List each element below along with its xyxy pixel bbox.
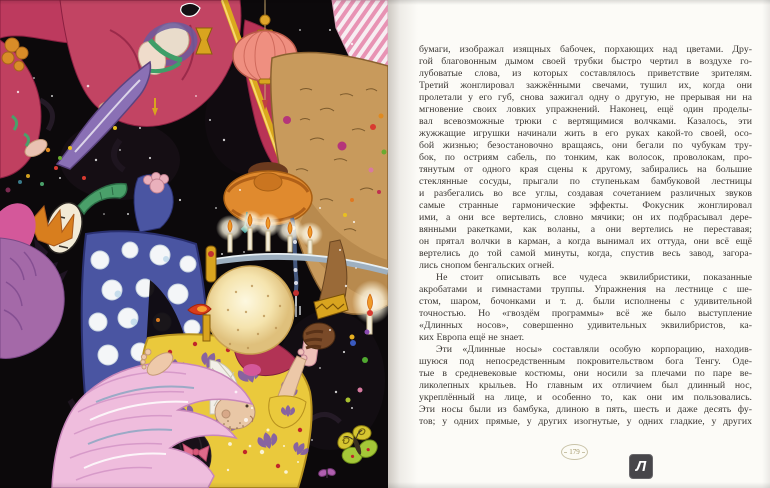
text-line: Не стоит описывать все чудеса эквилибристики, показанные — [436, 272, 752, 283]
page-number-value: 179 — [569, 448, 580, 456]
page-number — [561, 444, 588, 460]
text-line: жужжащие игрушки начинали жить в его руках какой-то своей, осо- — [419, 128, 752, 139]
text-column — [419, 44, 752, 428]
text-line: тые в средневековые костюмы, они носили за плечами по паре ве- — [419, 368, 752, 379]
text-line: шуюся под непосредственным покровительством бога Тенгу. Оде- — [419, 356, 752, 367]
text-line: тов; у одних прямые, у других изогнутые, у одних гладкие, у других — [419, 416, 752, 427]
text-line: гой благовонным дымом своей трубки быстро чертил в воздухе го- — [419, 56, 752, 67]
text-line: лись снопом бенгальских огней. — [419, 260, 555, 271]
text-line: Эти носы были из бамбука, длиною в пять, шесть и даже десять фу- — [419, 404, 752, 415]
text-line: вал всевозможные трюки с вертящимися волчками. Казалось, эти — [419, 116, 752, 127]
labirint-watermark-logo — [629, 454, 653, 479]
text-line: он прятал волчки в карман, а когда вынимал их оттуда, они всё ещё — [419, 236, 752, 247]
text-line: и разбегались во все углы, создавая сочетанием различных звуков — [419, 188, 752, 199]
text-line: «Длинных носов», совершенно удивительных эквилибристов, ка- — [419, 320, 752, 331]
labirint-letter: Л — [635, 458, 647, 475]
text-line: стеклянные сосуды, прыгали по ступенькам бамбуковой лестницы — [419, 176, 752, 187]
text-line: вертелись до той самой минуты, когда, спустив весь завод, загора- — [419, 248, 752, 259]
photo-edge-right — [762, 0, 770, 488]
text-line: мгновение своих ловких упражнений. Наконец, ещё один проделы- — [419, 104, 752, 115]
text-line: ких Европа ещё не знает. — [419, 332, 525, 343]
text-line: бой жизнью; безостановочно вращаясь, они бегали по чубукам тру- — [419, 140, 752, 151]
text-line: укреплённый на лице, и особенно то, как они им пользовались. — [419, 392, 752, 403]
text-line: ликолепных крыльев. Но главным их отличием был длинный нос, — [419, 380, 752, 391]
text-line: стом, шаром, бочонками и т. д. были исполнены с удивительной — [419, 296, 752, 307]
gold-candlestick — [203, 315, 210, 341]
text-line: тянутым от одного края сцены к другому, забирались на большие — [419, 164, 752, 175]
pink-fold — [243, 364, 261, 376]
text-line: лубоватые слова, из которых составлялось приветствие зрителям. — [419, 68, 752, 79]
text-line: бумаги, изображал изящных бабочек, порхающих над цветами. Дру- — [419, 44, 752, 55]
text-line: бок, по остриям сабель, по тонким, как волосок, проволокам, про- — [419, 152, 752, 163]
text-line: вянными ракетками, как воланы, а они вертелись не переставая; — [419, 224, 752, 235]
text-line: Третий жонглировал зажжёнными свечами, тушил их, когда они — [419, 80, 752, 91]
text-line: ими, а они все вертелись, словно мячики; он их подбрасывал дере- — [419, 212, 752, 223]
text-line: точностью. Но «гвоздём программы» всё же было выступление — [419, 308, 752, 319]
text-line: самые странные гармонические эффекты. Фокусник жонглировал — [419, 200, 752, 211]
photo-edge-bottom — [0, 482, 770, 488]
text-line: Эти «Длинные носы» составляли особую корпорацию, находив- — [436, 344, 752, 355]
page-gutter-shadow — [388, 0, 418, 488]
text-line: пролетали у его губ, снова зажигал одну о другую, не прерывая ни на — [419, 92, 752, 103]
text-line: акробатами и гимнастами труппы. Упражнения на лестнице с ше- — [419, 284, 752, 295]
photo-edge-top — [0, 0, 770, 5]
